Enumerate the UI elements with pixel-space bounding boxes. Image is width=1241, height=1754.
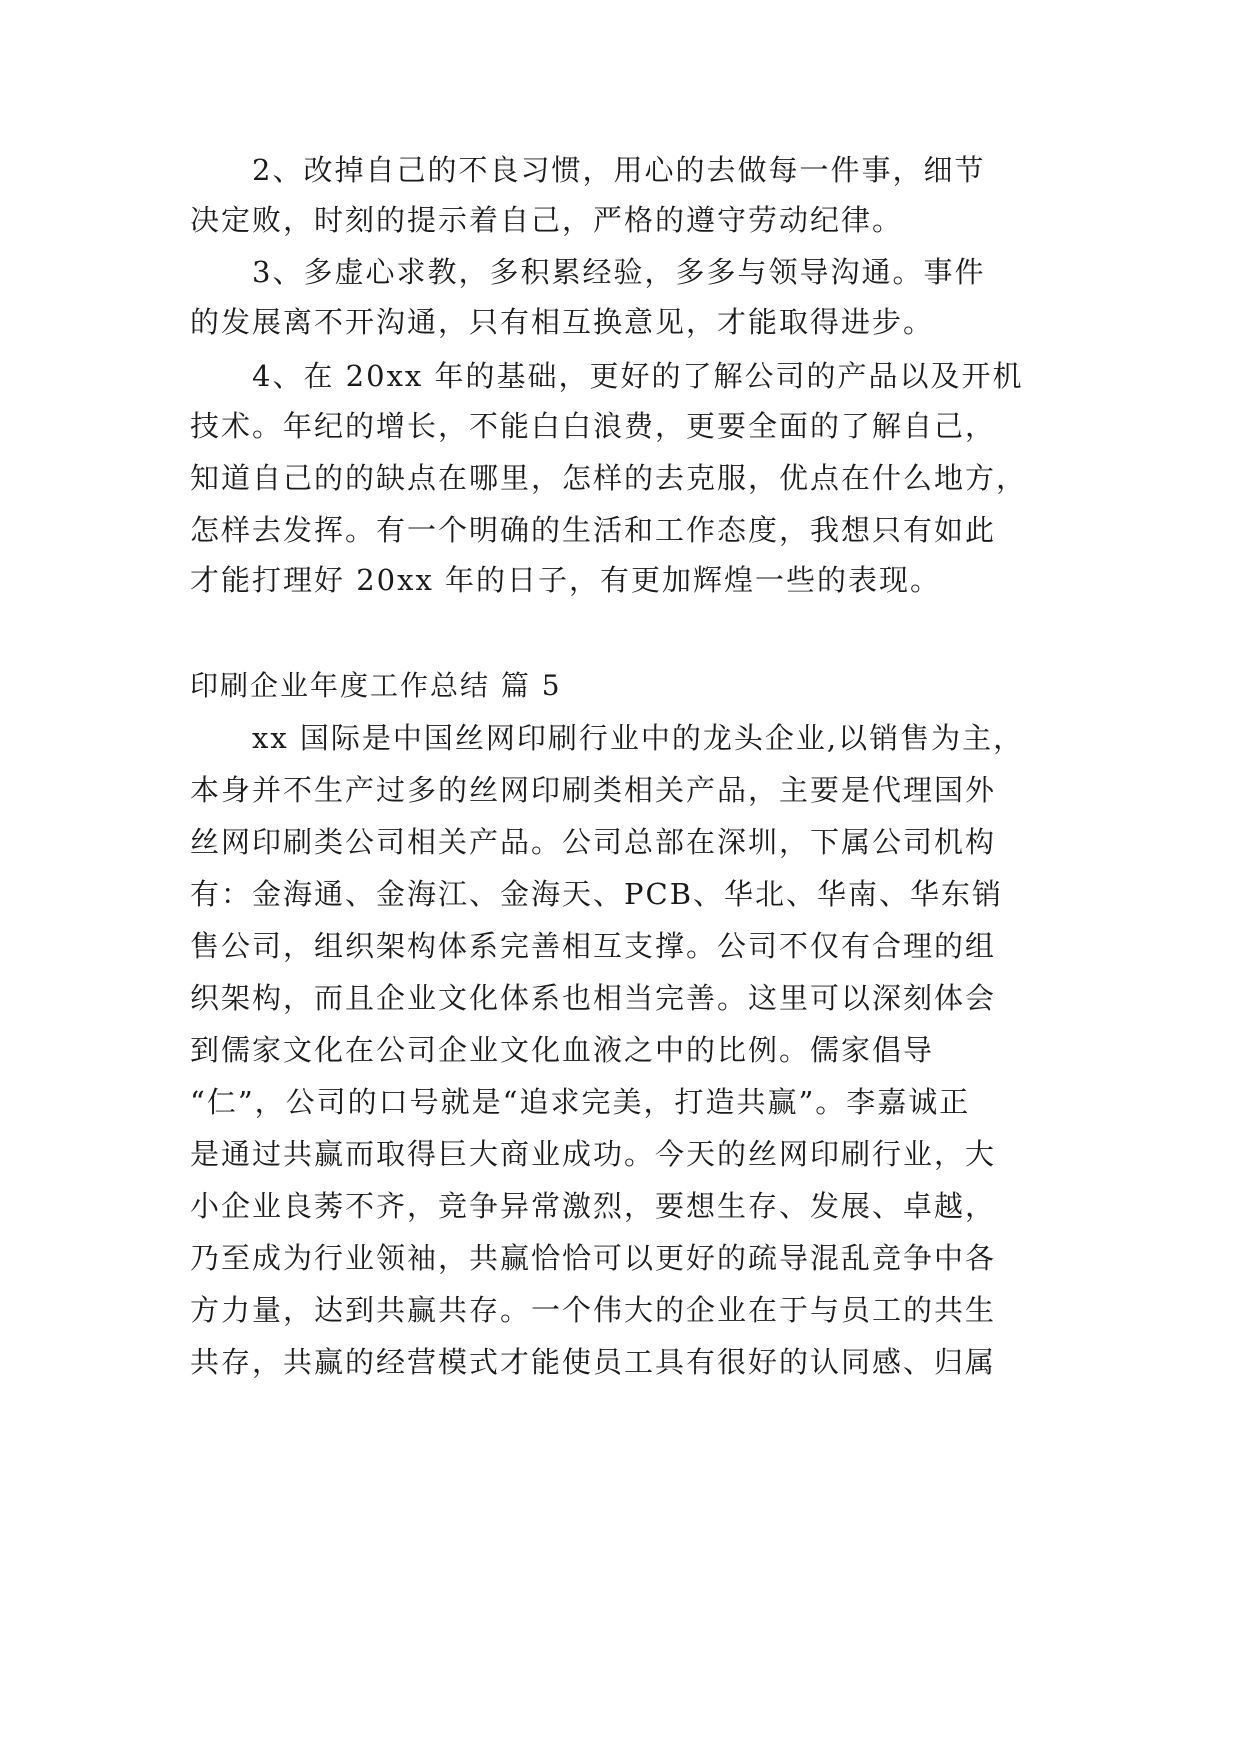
paragraph-line: 怎样去发挥。有一个明确的生活和工作态度，我想只有如此 — [190, 513, 997, 547]
paragraph-line: 本身并不生产过多的丝网印刷类相关产品，主要是代理国外 — [190, 773, 997, 807]
paragraph-line: 售公司，组织架构体系完善相互支撑。公司不仅有合理的组 — [190, 929, 997, 963]
paragraph-line: 织架构，而且企业文化体系也相当完善。这里可以深刻体会 — [190, 981, 997, 1015]
paragraph-line: 方力量，达到共赢共存。一个伟大的企业在于与员工的共生 — [190, 1293, 997, 1327]
paragraph-line: 丝网印刷类公司相关产品。公司总部在深圳，下属公司机构 — [190, 825, 997, 859]
paragraph-line: 有：金海通、金海江、金海天、PCB、华北、华南、华东销 — [190, 877, 1004, 911]
section-heading: 印刷企业年度工作总结 篇 5 — [190, 669, 562, 702]
paragraph-line: 到儒家文化在公司企业文化血液之中的比例。儒家倡导 — [190, 1033, 935, 1067]
paragraph-line: 才能打理好 20xx 年的日子，有更加辉煌一些的表现。 — [190, 563, 942, 597]
paragraph-line: 决定败，时刻的提示着自己，严格的遵守劳动纪律。 — [190, 203, 904, 237]
paragraph-line: 知道自己的的缺点在哪里，怎样的去克服，优点在什么地方， — [190, 461, 1028, 495]
paragraph-line: 2、改掉自己的不良习惯，用心的去做每一件事，细节 — [252, 153, 986, 187]
paragraph-line: 乃至成为行业领袖，共赢恰恰可以更好的疏导混乱竞争中各 — [190, 1241, 997, 1275]
paragraph-line: 的发展离不开沟通，只有相互换意见，才能取得进步。 — [190, 305, 935, 339]
paragraph-line: 技术。年纪的增长，不能白白浪费，更要全面的了解自己， — [190, 409, 997, 443]
paragraph-line: xx 国际是中国丝网印刷行业中的龙头企业,以销售为主， — [252, 721, 1025, 755]
paragraph-line: 共存，共赢的经营模式才能使员工具有很好的认同感、归属 — [190, 1345, 997, 1379]
paragraph-line: 是通过共赢而取得巨大商业成功。今天的丝网印刷行业，大 — [190, 1137, 997, 1171]
paragraph-line: 小企业良莠不齐，竞争异常激烈，要想生存、发展、卓越， — [190, 1189, 997, 1223]
paragraph-line: 4、在 20xx 年的基础，更好的了解公司的产品以及开机 — [252, 359, 1024, 393]
paragraph-line: “仁”，公司的口号就是“追求完美，打造共赢”。李嘉诚正 — [190, 1085, 971, 1119]
paragraph-line: 3、多虚心求教，多积累经验，多多与领导沟通。事件 — [252, 255, 986, 289]
